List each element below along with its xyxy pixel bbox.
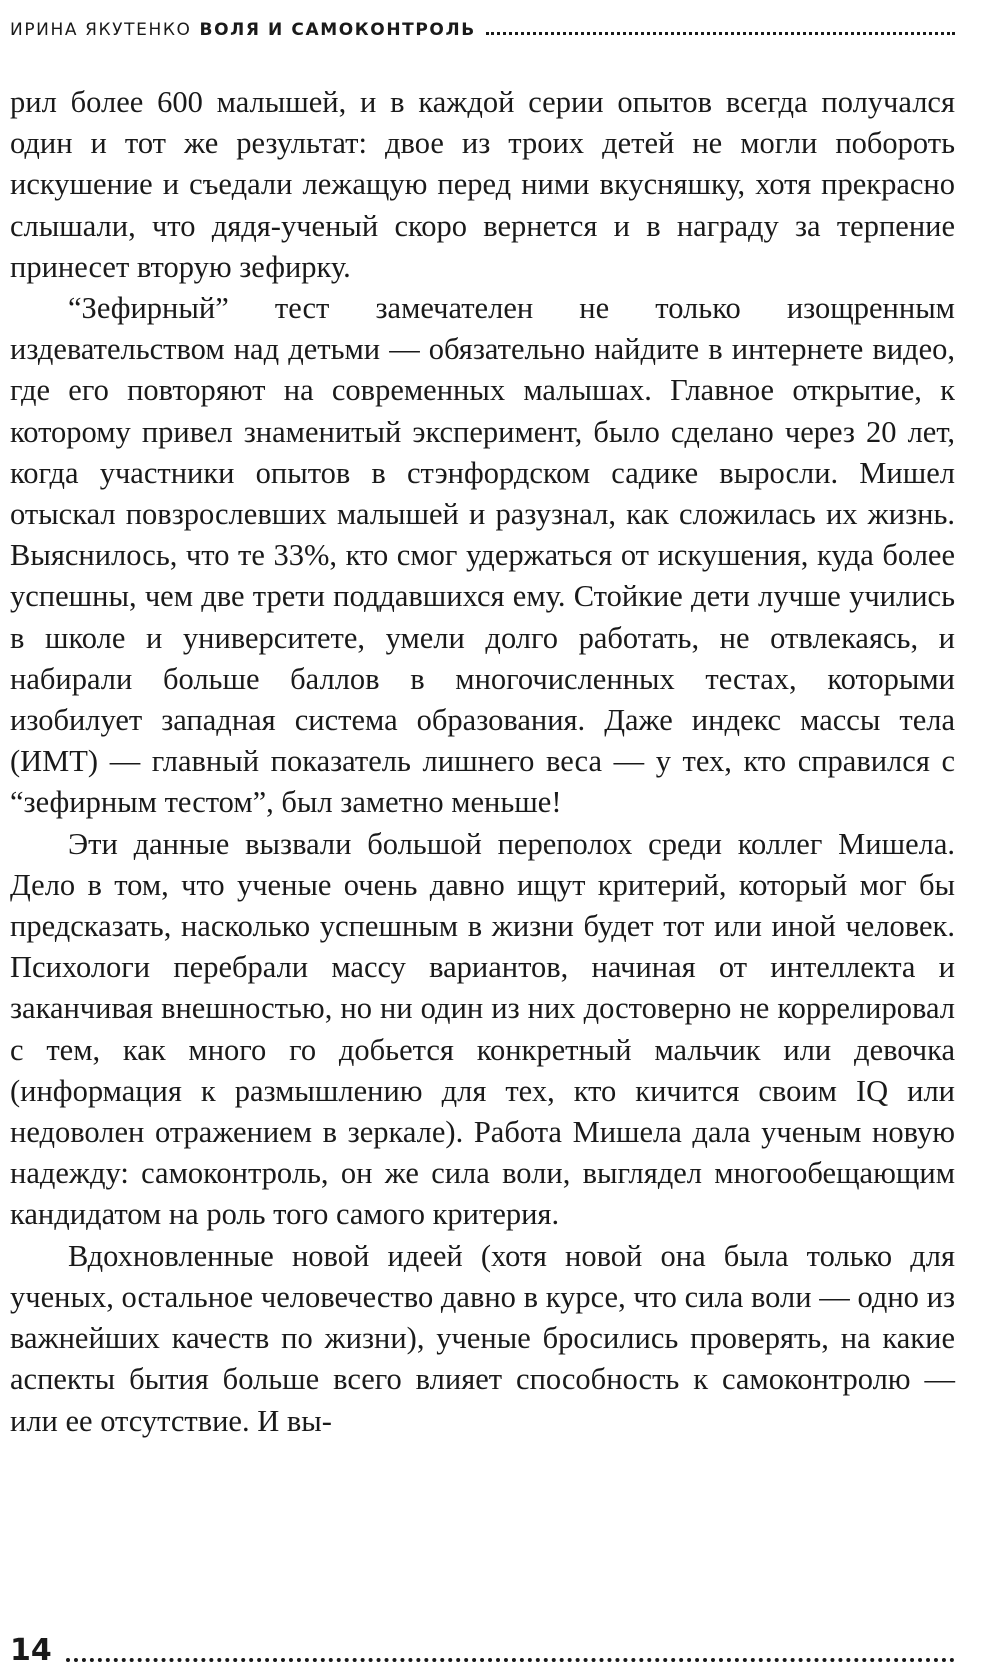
paragraph-1: рил более 600 малышей, и в каждой серии опытов всегда получался один и тот же результат: двое из троих детей не могли побороть искушение и съедали лежащую перед ними вкусняшку, хотя прекрасно слышали, что дядя-ученый скоро вернется и в награду за терпение принесет вторую зефирку. bbox=[10, 85, 955, 284]
body-text bbox=[10, 82, 955, 1442]
running-header bbox=[10, 10, 955, 40]
running-footer bbox=[10, 1632, 955, 1666]
header-dot-leader bbox=[486, 32, 955, 35]
paragraph-3: Эти данные вызвали большой переполох среди коллег Мишела. Дело в том, что ученые очень давно ищут критерий, который мог бы предсказать, насколько успешным в жизни будет тот или иной человек. Психологи перебрали массу вариантов, начиная от интеллекта и заканчивая внешностью, но ни один из них достоверно не коррелировал с тем, как много го добьется конкретный мальчик или девочка (информация к размышлению для тех, кто кичится своим IQ или недоволен отражением в зеркале). Работа Мишела дала ученым новую надежду: самоконтроль, он же сила воли, выглядел многообещающим кандидатом на роль того самого критерия. bbox=[10, 826, 955, 1232]
paragraph-4: Вдохновленные новой идеей (хотя новой она была только для ученых, остальное человечество давно в курсе, что сила воли — одно из важнейших качеств по жизни), ученые бросились проверять, на какие аспекты бытия больше всего влияет способность к самоконтролю — или ее отсутствие. И вы- bbox=[10, 1238, 955, 1438]
footer-dot-leader bbox=[66, 1658, 955, 1662]
header-book-title: ВОЛЯ И САМОКОНТРОЛЬ bbox=[199, 20, 476, 40]
page-number: 14 bbox=[10, 1633, 52, 1668]
header-author: ИРИНА ЯКУТЕНКО bbox=[10, 20, 192, 40]
paragraph-2: “Зефирный” тест замечателен не только изощренным издевательством над детьми — обязательно найдите в интернете видео, где его повторяют на современных малышах. Главное открытие, к которому привел знаменитый эксперимент, было сделано через 20 лет, когда участники опытов в стэнфордском садике выросли. Мишел отыскал повзрослевших малышей и разузнал, как сложилась их жизнь. Выяснилось, что те 33%, кто смог удержаться от искушения, куда более успешны, чем две трети поддавшихся ему. Стойкие дети лучше учились в школе и университете, умели долго работать, не отвлекаясь, и набирали больше баллов в многочисленных тестах, которыми изобилует западная система образования. Даже индекс массы тела (ИМТ) — главный показатель лишнего веса — у тех, кто справился с “зефирным тестом”, был заметно меньше! bbox=[10, 291, 955, 820]
